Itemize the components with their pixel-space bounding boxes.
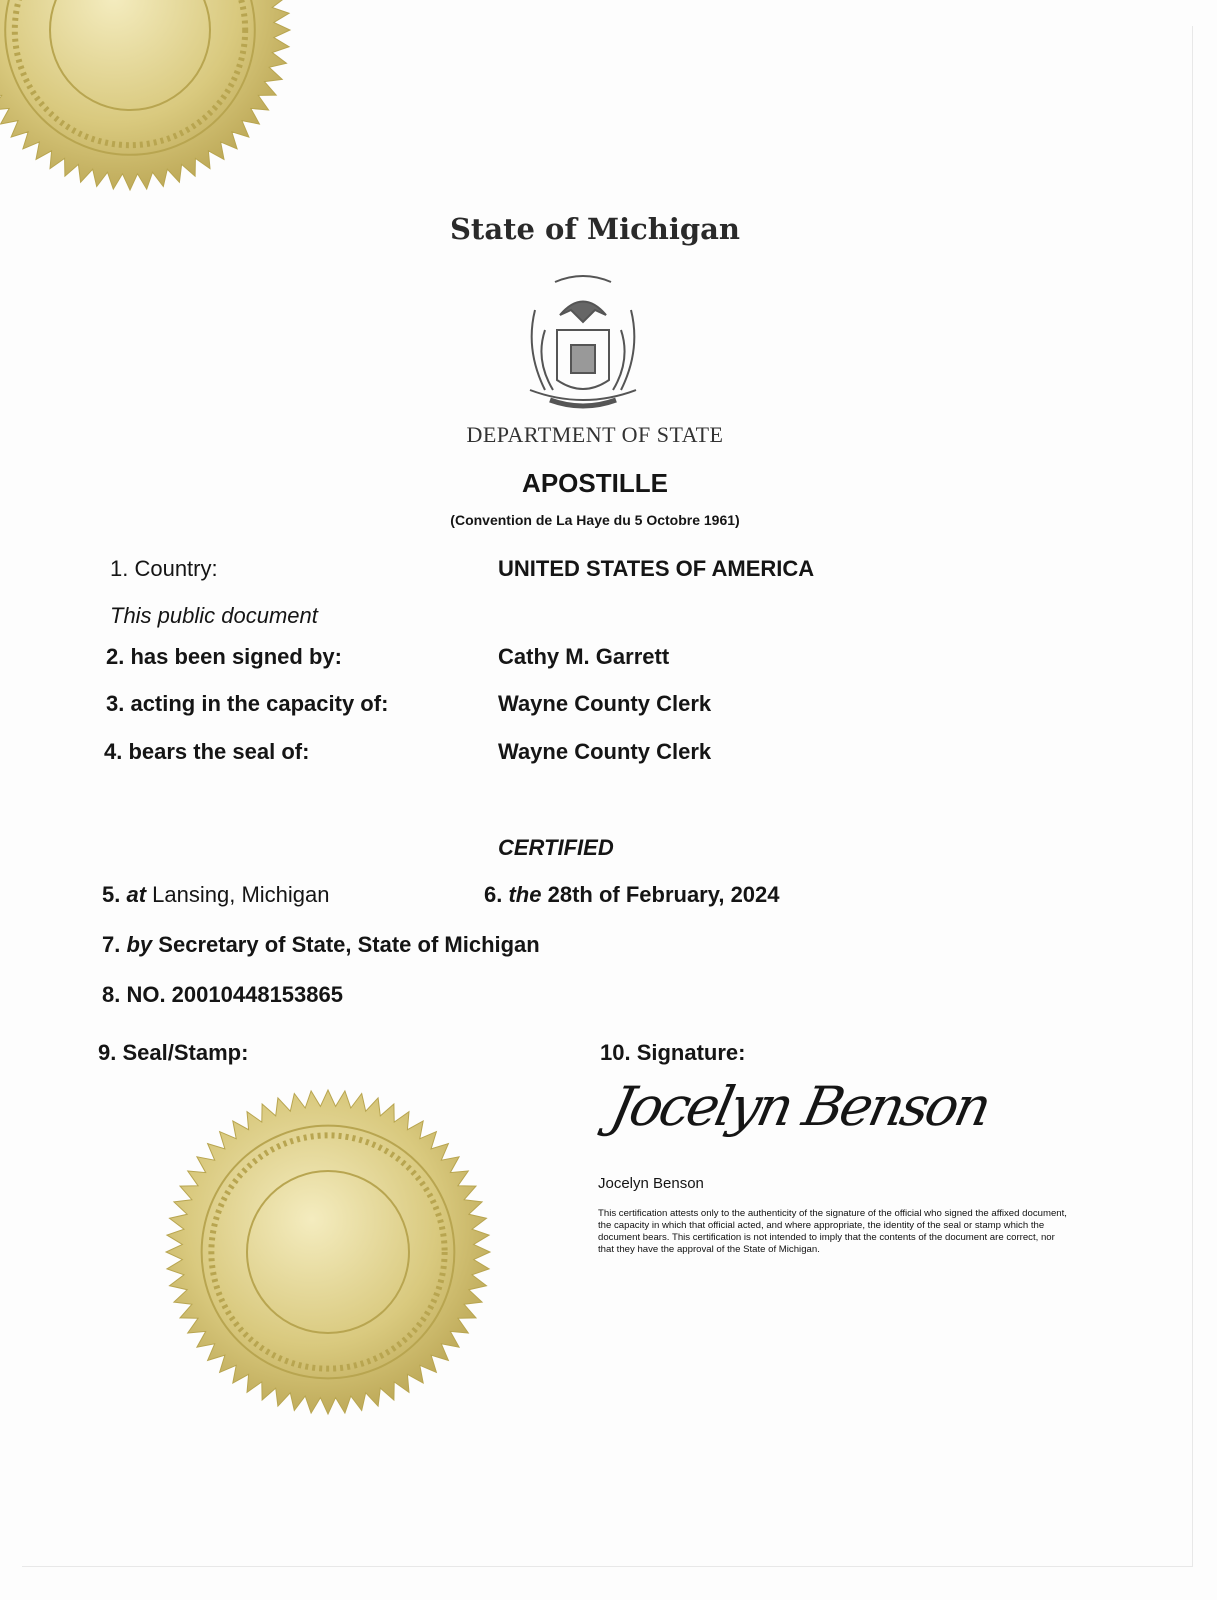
authority-value: Secretary of State, State of Michigan [158, 932, 540, 957]
signed-by-label: 2. has been signed by: [106, 644, 342, 669]
authority-word: by [126, 932, 153, 957]
certified-heading: CERTIFIED [498, 835, 614, 860]
seal-of-label: 4. bears the seal of: [104, 739, 310, 764]
authority-number: 7. [102, 932, 121, 957]
place-value: Lansing, Michigan [152, 882, 330, 907]
michigan-coat-of-arms-icon [515, 270, 651, 416]
authority-line [102, 932, 540, 958]
department-heading: DEPARTMENT OF STATE [466, 422, 724, 447]
place-line [102, 882, 330, 908]
place-number: 5. [102, 882, 121, 907]
signer-printed-name: Jocelyn Benson [598, 1175, 704, 1192]
country-value: UNITED STATES OF AMERICA [498, 556, 815, 581]
place-word: at [126, 882, 147, 907]
date-value: 28th of February, 2024 [547, 882, 780, 907]
gold-seal-bottom-icon [166, 1090, 490, 1414]
public-document-text: This public document [110, 603, 318, 628]
country-label: 1. Country: [110, 556, 218, 581]
handwritten-signature: Jocelyn Benson [605, 1075, 995, 1138]
date-number: 6. [484, 882, 503, 907]
convention-subtitle: (Convention de La Haye du 5 Octobre 1961) [450, 512, 740, 528]
capacity-value: Wayne County Clerk [498, 691, 712, 716]
signature-label: 10. Signature: [600, 1040, 746, 1065]
apostille-heading: APOSTILLE [522, 468, 668, 498]
certification-disclaimer: This certification attests only to the authenticity of the signature of the official who signed the affixed document, the capacity in which that official acted, and where appropriate, the identity of the seal or stamp which the document bears. This certification is not intended to imply that the contents of the document are correct, nor that they have the approval of the State of Michigan. [598, 1208, 1067, 1255]
date-word: the [508, 882, 542, 907]
capacity-label: 3. acting in the capacity of: [106, 691, 389, 716]
seal-stamp-label: 9. Seal/Stamp: [98, 1040, 249, 1065]
signed-by-value: Cathy M. Garrett [498, 644, 670, 669]
gold-seal-top-icon [0, 0, 290, 190]
seal-of-value: Wayne County Clerk [498, 739, 712, 764]
page-title: State of Michigan [449, 212, 740, 246]
certificate-number: 8. NO. 20010448153865 [102, 982, 343, 1007]
date-line [484, 882, 780, 908]
